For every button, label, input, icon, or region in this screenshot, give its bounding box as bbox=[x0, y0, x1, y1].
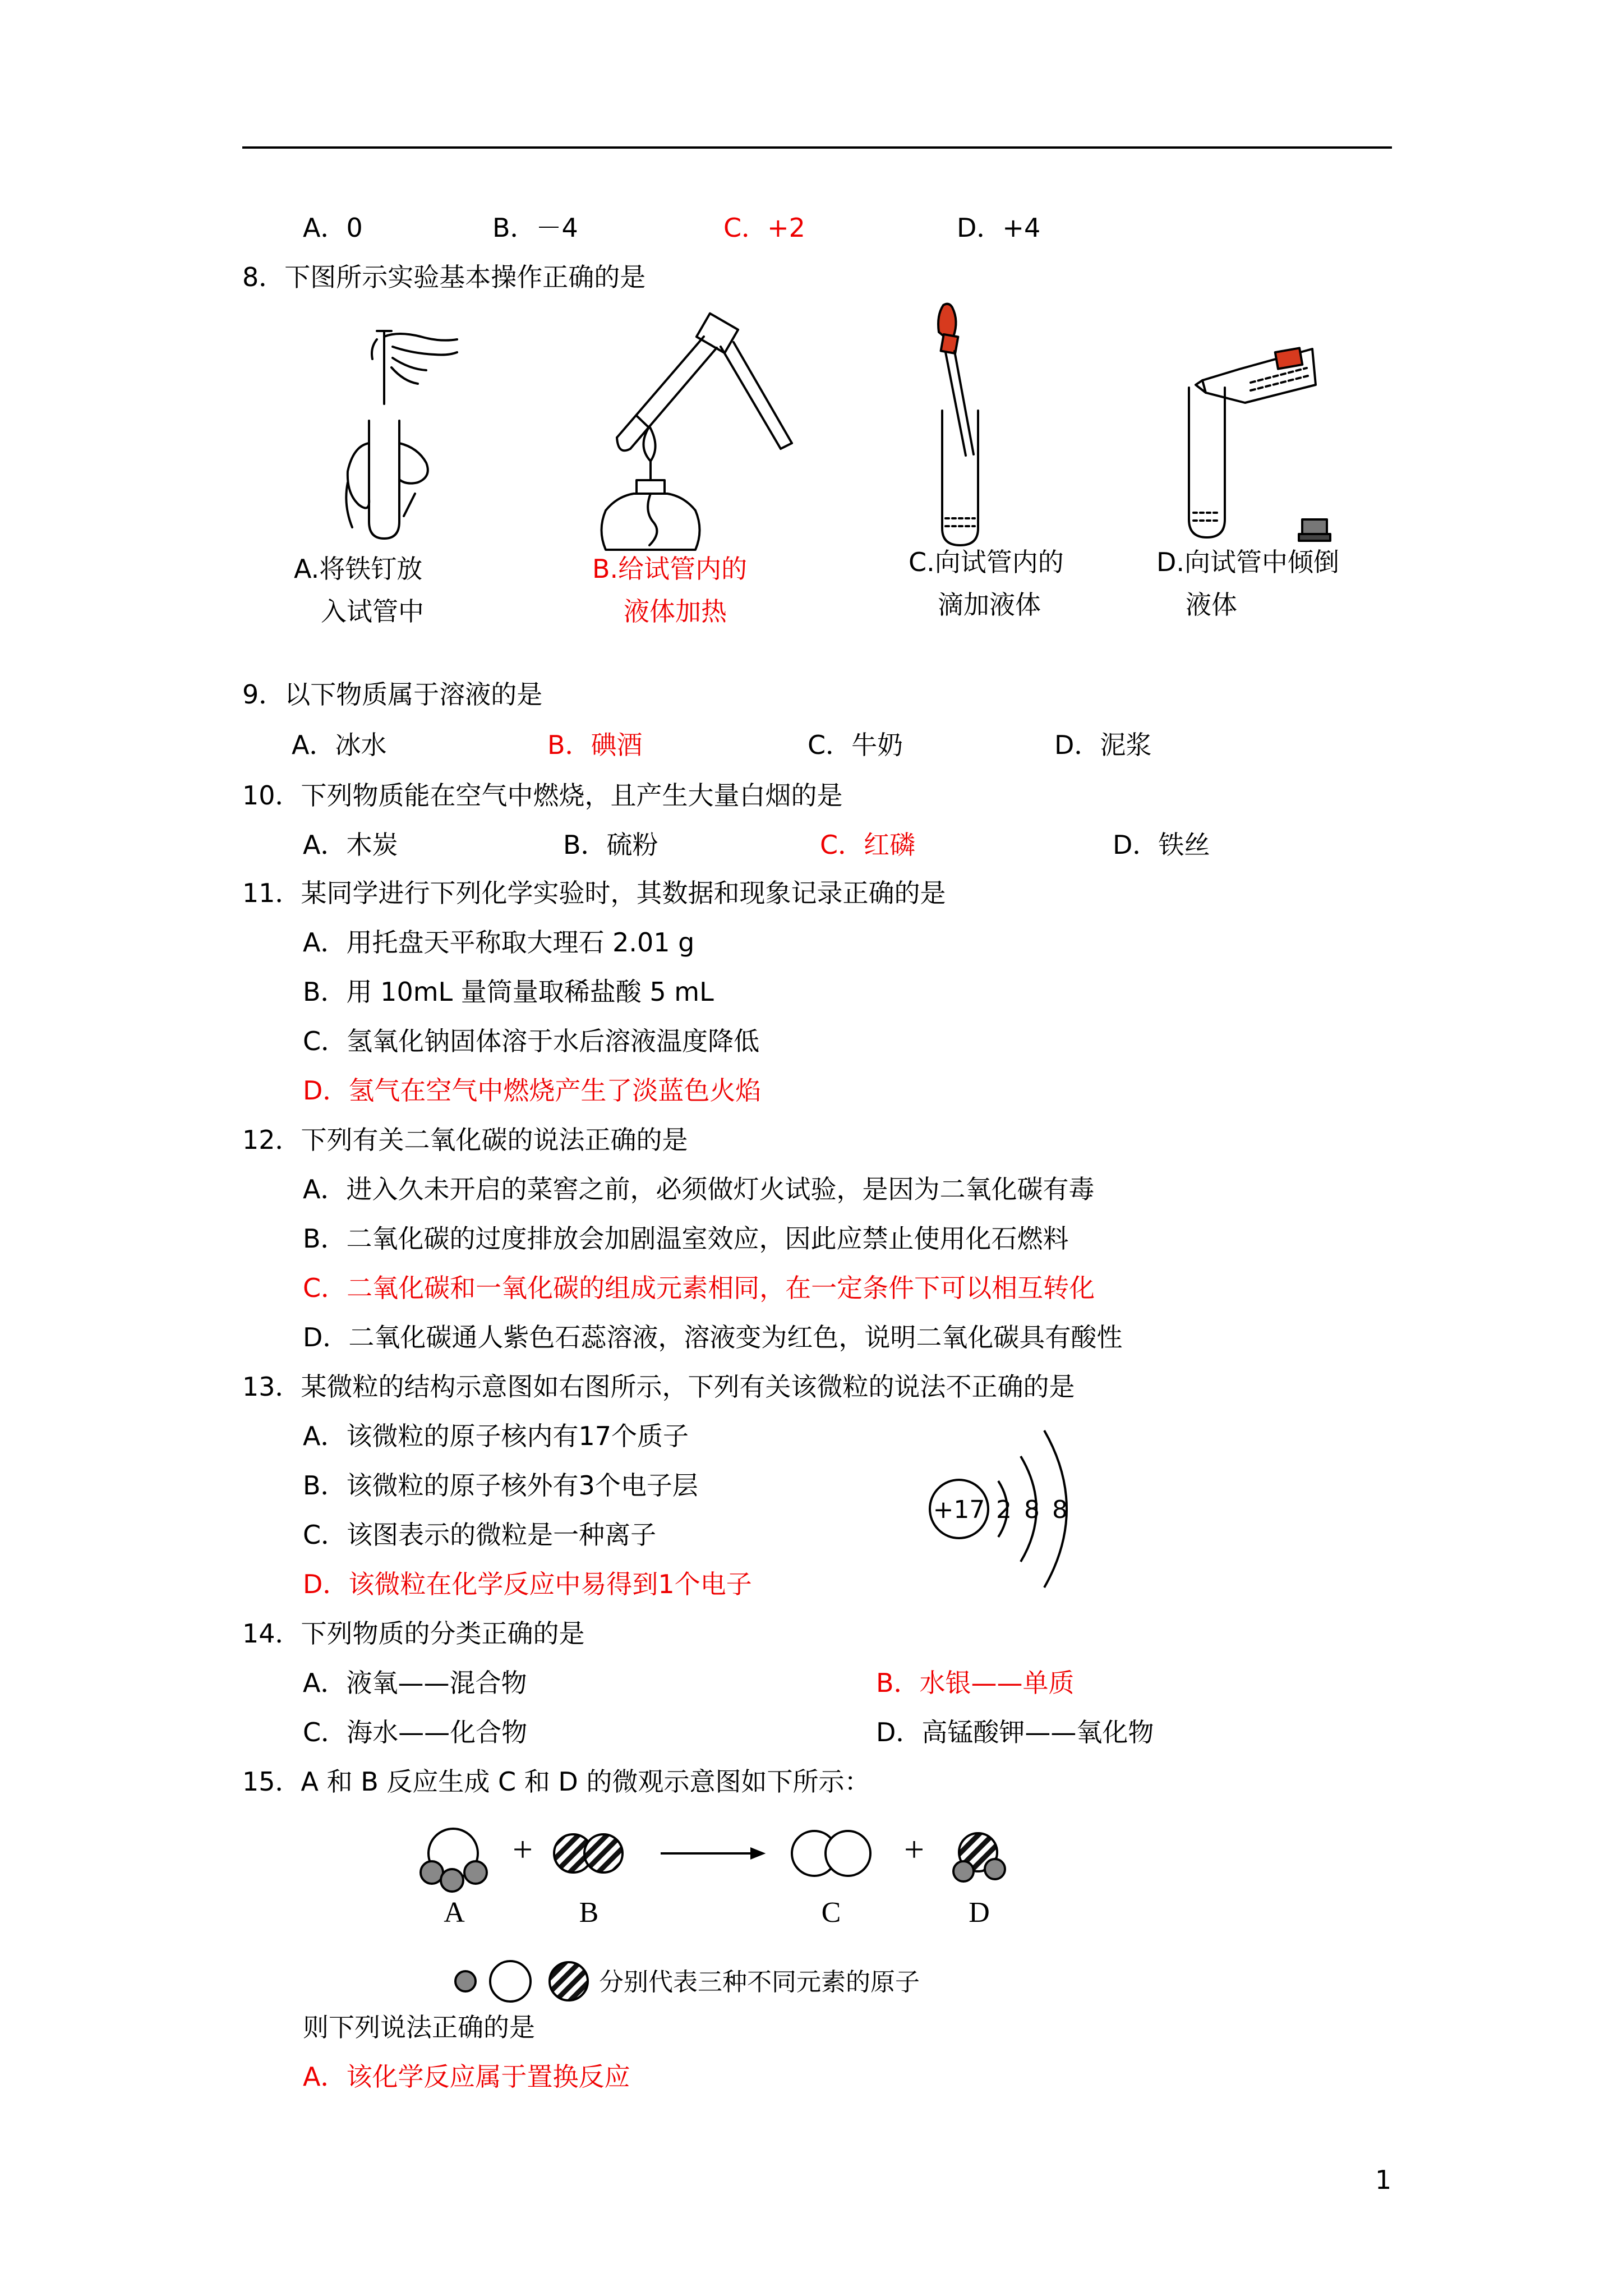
label-c: C bbox=[821, 1897, 841, 1929]
q7-option-c: C．+2 bbox=[723, 213, 805, 243]
q8-caption-c-line2: 滴加液体 bbox=[938, 590, 1041, 620]
legend-atoms bbox=[455, 1961, 588, 2001]
q12-option-d: D．二氧化碳通人紫色石蕊溶液，溶液变为红色，说明二氧化碳具有酸性 bbox=[303, 1322, 1123, 1352]
q9-option-b: B．碘酒 bbox=[547, 730, 643, 760]
q14-stem: 14．下列物质的分类正确的是 bbox=[242, 1618, 585, 1649]
q8-caption-d-line2: 液体 bbox=[1186, 590, 1237, 620]
q13-stem: 13．某微粒的结构示意图如右图所示，下列有关该微粒的说法不正确的是 bbox=[242, 1372, 1075, 1402]
q9-stem: 9．以下物质属于溶液的是 bbox=[242, 679, 543, 710]
q12-option-c: C．二氧化碳和一氧化碳的组成元素相同，在一定条件下可以相互转化 bbox=[303, 1273, 1095, 1303]
molecule-d bbox=[953, 1833, 1005, 1881]
molecule-b bbox=[554, 1834, 623, 1872]
q13-option-d: D．该微粒在化学反应中易得到1个电子 bbox=[303, 1569, 752, 1599]
q9-option-c: C．牛奶 bbox=[808, 730, 903, 760]
shell-electrons-1: 2 bbox=[996, 1496, 1012, 1524]
q15-stem: 15．A 和 B 反应生成 C 和 D 的微观示意图如下所示： bbox=[242, 1766, 870, 1797]
label-b: B bbox=[579, 1897, 599, 1929]
q10-option-b: B．硫粉 bbox=[563, 830, 658, 860]
plus-2: + bbox=[903, 1829, 925, 1869]
plus-1: + bbox=[512, 1829, 533, 1869]
q14-option-c: C．海水——化合物 bbox=[303, 1717, 528, 1747]
reaction-arrow bbox=[661, 1849, 763, 1858]
q10-option-d: D．铁丝 bbox=[1113, 830, 1210, 860]
figure-d-pouring-liquid bbox=[1166, 334, 1335, 547]
q14-option-d: D．高锰酸钾——氧化物 bbox=[876, 1717, 1154, 1747]
q7-option-d: D．+4 bbox=[957, 213, 1041, 243]
q13-option-b: B．该微粒的原子核外有3个电子层 bbox=[303, 1470, 698, 1501]
q12-option-a: A．进入久未开启的菜窖之前，必须做灯火试验，是因为二氧化碳有毒 bbox=[303, 1174, 1095, 1204]
molecule-c bbox=[792, 1831, 870, 1876]
q12-stem: 12．下列有关二氧化碳的说法正确的是 bbox=[242, 1125, 688, 1155]
figure-c-dropping-liquid bbox=[920, 298, 1021, 556]
q15-follow: 则下列说法正确的是 bbox=[303, 2012, 535, 2042]
q7-option-a: A．0 bbox=[303, 213, 363, 243]
q14-option-a: A．液氧——混合物 bbox=[303, 1668, 527, 1698]
q7-option-b: B．－4 bbox=[492, 213, 578, 243]
q11-option-b: B．用 10mL 量筒量取稀盐酸 5 mL bbox=[303, 977, 714, 1007]
figure-a-nail-into-tube bbox=[314, 314, 460, 550]
q9-option-d: D．泥浆 bbox=[1054, 730, 1152, 760]
q15-answer-a: A．该化学反应属于置换反应 bbox=[303, 2062, 630, 2092]
legend-text: 分别代表三种不同元素的原子 bbox=[599, 1968, 920, 1996]
shell-electrons-2: 8 bbox=[1024, 1496, 1040, 1524]
q9-option-a: A．冰水 bbox=[292, 730, 387, 760]
q8-caption-a-line1: A.将铁钉放 bbox=[294, 554, 423, 584]
shell-electrons-3: 8 bbox=[1052, 1496, 1068, 1524]
q13-option-c: C．该图表示的微粒是一种离子 bbox=[303, 1520, 657, 1550]
label-d: D bbox=[969, 1897, 990, 1929]
q14-option-b: B．水银——单质 bbox=[876, 1668, 1075, 1698]
figure-b-heating-liquid bbox=[583, 314, 819, 561]
q8-caption-d-line1: D.向试管中倾倒 bbox=[1156, 547, 1340, 577]
nucleus-charge: +17 bbox=[933, 1496, 985, 1524]
header-rule bbox=[242, 146, 1392, 149]
q8-caption-b-line1: B.给试管内的 bbox=[592, 554, 748, 584]
label-a: A bbox=[444, 1897, 465, 1929]
q8-stem: 8．下图所示实验基本操作正确的是 bbox=[242, 262, 646, 292]
q10-stem: 10．下列物质能在空气中燃烧，且产生大量白烟的是 bbox=[242, 780, 843, 811]
q8-caption-c-line1: C.向试管内的 bbox=[909, 547, 1064, 577]
page-number: 1 bbox=[1375, 2165, 1392, 2195]
q8-caption-a-line2: 入试管中 bbox=[321, 596, 424, 627]
q12-option-b: B．二氧化碳的过度排放会加剧温室效应，因此应禁止使用化石燃料 bbox=[303, 1223, 1069, 1254]
q8-caption-b-line2: 液体加热 bbox=[624, 596, 727, 627]
q10-option-a: A．木炭 bbox=[303, 830, 398, 860]
molecule-a bbox=[421, 1829, 487, 1892]
q11-stem: 11．某同学进行下列化学实验时，其数据和现象记录正确的是 bbox=[242, 878, 946, 908]
q10-option-c: C．红磷 bbox=[820, 830, 916, 860]
atom-structure-diagram bbox=[920, 1419, 1088, 1593]
reaction-diagram bbox=[393, 1818, 1066, 2008]
q13-option-a: A．该微粒的原子核内有17个质子 bbox=[303, 1421, 689, 1451]
q11-option-a: A．用托盘天平称取大理石 2.01 g bbox=[303, 927, 695, 958]
q11-option-d: D．氢气在空气中燃烧产生了淡蓝色火焰 bbox=[303, 1075, 762, 1106]
q11-option-c: C．氢氧化钠固体溶于水后溶液温度降低 bbox=[303, 1026, 760, 1056]
